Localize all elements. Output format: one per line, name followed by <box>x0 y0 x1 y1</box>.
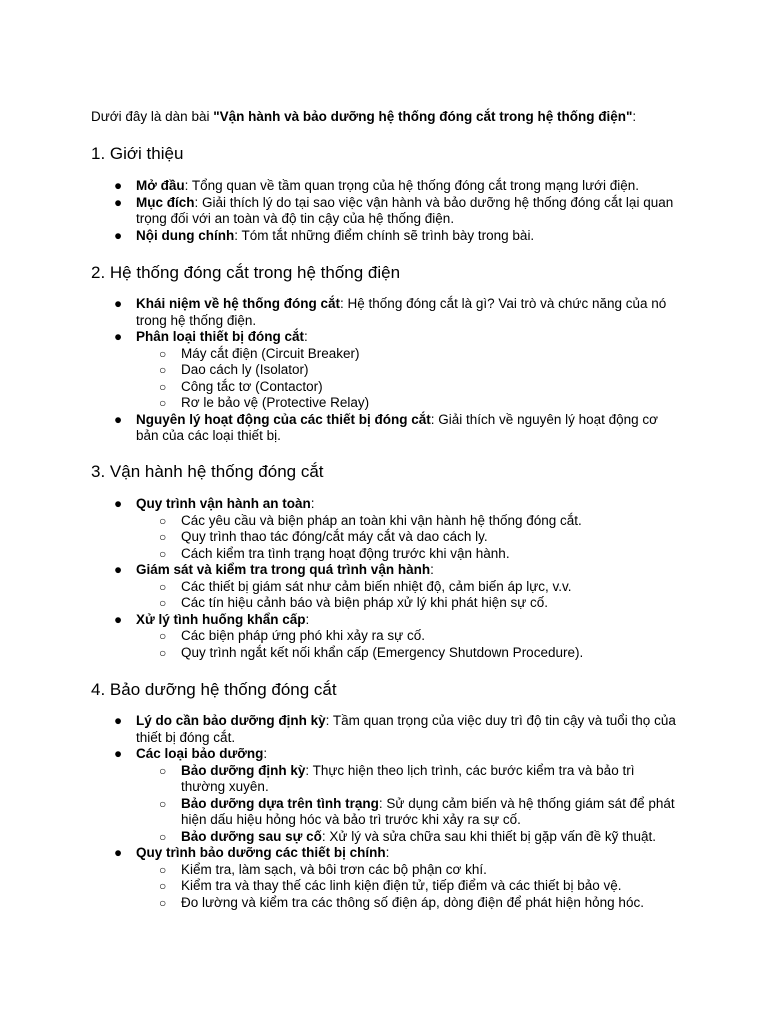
section-heading: 4. Bảo dưỡng hệ thống đóng cắt <box>91 680 337 699</box>
item-text: : <box>263 746 268 761</box>
sub-item-text: Các biện pháp ứng phó khi xảy ra sự cố. <box>181 628 425 643</box>
list-item <box>0 562 768 612</box>
circle-bullet-icon: ○ <box>159 895 167 910</box>
section-heading: 3. Vận hành hệ thống đóng cắt <box>91 462 324 481</box>
bullet-icon: ● <box>114 329 123 344</box>
circle-bullet-icon: ○ <box>159 829 167 844</box>
sub-item-text: Quy trình thao tác đóng/cắt máy cắt và dao cách ly. <box>181 529 488 544</box>
bullet-icon: ● <box>114 194 123 210</box>
circle-bullet-icon: ○ <box>159 879 167 893</box>
item-text: : Tóm tắt những điểm chính sẽ trình bày trong bài. <box>234 227 535 243</box>
circle-bullet-icon: ○ <box>159 546 167 561</box>
sub-item-text: Các yêu cầu và biện pháp an toàn khi vận hành hệ thống đóng cắt. <box>181 512 582 528</box>
sub-list <box>136 628 678 661</box>
section-list <box>0 296 768 445</box>
bullet-icon: ● <box>114 296 123 311</box>
item-term: Giám sát và kiểm tra trong quá trình vận hành <box>136 562 431 577</box>
circle-bullet-icon: ○ <box>159 530 167 544</box>
circle-bullet-icon: ○ <box>159 629 167 643</box>
circle-bullet-icon: ○ <box>159 862 167 877</box>
sub-item-text: Máy cắt điện (Circuit Breaker) <box>181 345 360 361</box>
circle-bullet-icon: ○ <box>159 363 167 377</box>
item-text: : <box>385 845 390 860</box>
item-text: : Tầm quan trọng của việc duy trì độ tin cậy và tuổi thọ của thiết bị đóng cắt. <box>136 713 676 745</box>
item-text: : <box>304 329 308 344</box>
sub-item-text: Rơ le bảo vệ (Protective Relay) <box>181 395 370 410</box>
circle-bullet-icon: ○ <box>159 513 167 528</box>
intro-title: "Vận hành và bảo dưỡng hệ thống đóng cắt trong hệ thống điện" <box>213 109 633 124</box>
intro-paragraph <box>91 109 691 126</box>
sub-item-term: Bảo dưỡng dựa trên tình trạng <box>181 795 379 811</box>
sub-list-item <box>136 379 678 396</box>
list-item <box>0 329 768 412</box>
sub-item-text: Cách kiểm tra tình trạng hoạt động trước khi vận hành. <box>181 545 510 561</box>
list-item <box>0 412 768 445</box>
item-text: : Hệ thống đóng cắt là gì? Vai trò và chức năng của nó trong hệ thống điện. <box>136 296 667 328</box>
bullet-icon: ● <box>114 713 123 728</box>
sub-item-term: Bảo dưỡng định kỳ <box>181 762 306 778</box>
bullet-icon: ● <box>114 746 123 761</box>
sub-list <box>136 579 678 612</box>
item-term: Lý do cần bảo dưỡng định kỳ <box>136 713 326 728</box>
circle-bullet-icon: ○ <box>159 379 167 394</box>
section-heading: 1. Giới thiệu <box>91 144 184 163</box>
item-term: Mở đầu <box>136 178 185 193</box>
item-term: Mục đích <box>136 194 195 210</box>
sub-list-item <box>136 529 678 546</box>
section-list <box>0 496 768 661</box>
intro-prefix: Dưới đây là dàn bài <box>91 109 214 124</box>
sub-list-item <box>136 595 678 612</box>
list-item <box>0 713 768 746</box>
sub-item-term: Bảo dưỡng sau sự cố <box>181 828 322 844</box>
sub-item-text: Kiểm tra và thay thế các linh kiện điện tử, tiếp điểm và các thiết bị bảo vệ. <box>181 878 622 893</box>
bullet-icon: ● <box>114 496 123 511</box>
bullet-icon: ● <box>114 178 123 193</box>
sub-item-text: Dao cách ly (Isolator) <box>181 362 309 377</box>
sub-list-item <box>136 628 678 645</box>
sub-item-text: Quy trình ngắt kết nối khẩn cấp (Emergency Shutdown Procedure). <box>181 644 584 660</box>
list-item <box>0 178 768 195</box>
circle-bullet-icon: ○ <box>159 346 167 361</box>
section-list <box>0 713 768 911</box>
circle-bullet-icon: ○ <box>159 596 167 610</box>
circle-bullet-icon: ○ <box>159 579 167 594</box>
item-text: : Tổng quan về tầm quan trọng của hệ thống đóng cắt trong mạng lưới điện. <box>184 178 640 193</box>
section-list <box>0 178 768 244</box>
item-term: Khái niệm về hệ thống đóng cắt <box>136 296 341 311</box>
item-term: Xử lý tình huống khẩn cấp <box>136 611 306 627</box>
sub-item-text: Công tắc tơ (Contactor) <box>181 378 323 394</box>
list-item <box>0 746 768 845</box>
sub-item-text: : Xử lý và sửa chữa sau khi thiết bị gặp vấn đề kỹ thuật. <box>321 828 656 844</box>
sub-list <box>136 862 678 912</box>
sub-list-item <box>136 829 678 846</box>
item-term: Nội dung chính <box>136 227 235 243</box>
list-item <box>0 228 768 245</box>
bullet-icon: ● <box>114 227 123 243</box>
item-text: : <box>430 562 434 577</box>
sub-item-text: Đo lường và kiểm tra các thông số điện áp, dòng điện để phát hiện hỏng hóc. <box>181 894 644 910</box>
sub-list <box>136 763 678 846</box>
item-term: Các loại bảo dưỡng <box>136 746 264 761</box>
item-term: Nguyên lý hoạt động của các thiết bị đóng cắt <box>136 411 431 427</box>
list-item <box>0 612 768 662</box>
section-heading: 2. Hệ thống đóng cắt trong hệ thống điện <box>91 263 401 282</box>
sub-list-item <box>136 362 678 379</box>
bullet-icon: ● <box>114 562 123 577</box>
sub-list-item <box>136 895 678 912</box>
circle-bullet-icon: ○ <box>159 763 167 778</box>
item-text: : Giải thích lý do tại sao việc vận hành và bảo dưỡng hệ thống đóng cắt lại quan trọng đối với an toàn và độ tin cậy của hệ thống điện. <box>136 194 674 226</box>
sub-list-item <box>136 878 678 895</box>
circle-bullet-icon: ○ <box>159 396 167 410</box>
circle-bullet-icon: ○ <box>159 796 167 811</box>
bullet-icon: ● <box>114 611 123 627</box>
sub-item-text: Kiểm tra, làm sạch, và bôi trơn các bộ phận cơ khí. <box>181 861 487 877</box>
bullet-icon: ● <box>114 411 123 427</box>
sub-list-item <box>136 579 678 596</box>
list-item <box>0 296 768 329</box>
item-term: Quy trình vận hành an toàn <box>136 496 311 511</box>
sub-list-item <box>136 546 678 563</box>
list-item <box>0 195 768 228</box>
sub-list-item <box>136 763 678 796</box>
item-text: : <box>305 611 310 627</box>
circle-bullet-icon: ○ <box>159 645 167 660</box>
sub-list <box>136 346 678 412</box>
sub-list-item <box>136 862 678 879</box>
sub-list-item <box>136 395 678 412</box>
item-text: : Giải thích về nguyên lý hoạt động cơ bản của các loại thiết bị. <box>136 411 659 443</box>
sub-list <box>136 513 678 563</box>
intro-suffix: : <box>632 109 637 124</box>
item-term: Quy trình bảo dưỡng các thiết bị chính <box>136 845 386 860</box>
sub-list-item <box>136 796 678 829</box>
sub-item-text: : Sử dụng cảm biến và hệ thống giám sát để phát hiện dấu hiệu hỏng hóc và bảo trì trước khi xảy ra sự cố. <box>181 795 675 827</box>
sub-list-item <box>136 645 678 662</box>
item-text: : <box>310 496 315 511</box>
sub-list-item <box>136 346 678 363</box>
list-item <box>0 496 768 562</box>
sub-list-item <box>136 513 678 530</box>
sub-item-text: : Thực hiện theo lịch trình, các bước kiểm tra và bảo trì thường xuyên. <box>181 762 635 794</box>
bullet-icon: ● <box>114 845 123 860</box>
sub-item-text: Các thiết bị giám sát như cảm biến nhiệt độ, cảm biến áp lực, v.v. <box>181 578 572 594</box>
list-item <box>0 845 768 911</box>
sub-item-text: Các tín hiệu cảnh báo và biện pháp xử lý khi phát hiện sự cố. <box>181 595 549 610</box>
item-term: Phân loại thiết bị đóng cắt <box>136 329 305 344</box>
